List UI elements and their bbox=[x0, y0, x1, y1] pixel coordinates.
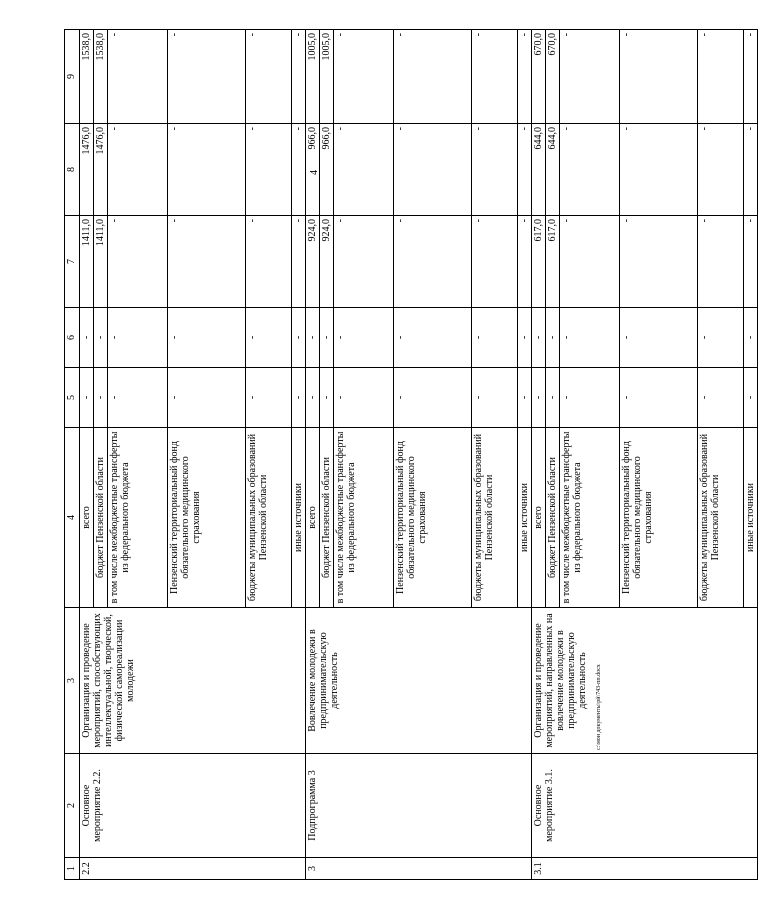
value-cell: 924,0 bbox=[306, 216, 320, 308]
value-cell: - bbox=[246, 30, 292, 124]
value-cell: - bbox=[620, 216, 698, 308]
value-cell: 670,0 bbox=[532, 30, 546, 124]
value-cell: - bbox=[620, 368, 698, 428]
value-cell: - bbox=[518, 30, 532, 124]
value-cell: - bbox=[698, 124, 744, 216]
value-cell: - bbox=[546, 308, 560, 368]
value-cell: - bbox=[168, 216, 246, 308]
table-row bbox=[306, 30, 320, 880]
value-cell: 966,0 bbox=[306, 124, 320, 216]
value-cell: - bbox=[292, 308, 306, 368]
funding-source: иные источники bbox=[518, 428, 532, 608]
value-cell: - bbox=[94, 368, 108, 428]
budget-table bbox=[64, 29, 758, 880]
column-number: 1 bbox=[65, 858, 80, 880]
value-cell: - bbox=[168, 30, 246, 124]
item-name: Подпрограмма 3 bbox=[306, 754, 532, 858]
page-number: 4 bbox=[309, 170, 320, 175]
value-cell: - bbox=[306, 368, 320, 428]
item-description: Организация и проведение мероприятий, способствующих интеллектуальной, творческой, физической самореализации молодежи bbox=[80, 608, 306, 754]
value-cell: 1411,0 bbox=[80, 216, 94, 308]
value-cell: - bbox=[292, 216, 306, 308]
value-cell: - bbox=[532, 368, 546, 428]
value-cell: - bbox=[620, 30, 698, 124]
value-cell: 1538,0 bbox=[94, 30, 108, 124]
value-cell: - bbox=[394, 124, 472, 216]
item-name: Основное мероприятие 3.1. bbox=[532, 754, 758, 858]
value-cell: - bbox=[94, 308, 108, 368]
value-cell: - bbox=[546, 368, 560, 428]
funding-source: Пензенский территориальный фонд обязательного медицинского страхования bbox=[168, 428, 246, 608]
value-cell: - bbox=[560, 368, 620, 428]
value-cell: - bbox=[108, 30, 168, 124]
value-cell: - bbox=[168, 368, 246, 428]
funding-source: бюджеты муниципальных образований Пензенской области bbox=[246, 428, 292, 608]
value-cell: - bbox=[334, 216, 394, 308]
value-cell: - bbox=[394, 308, 472, 368]
value-cell: - bbox=[518, 124, 532, 216]
item-name: Основное мероприятие 2.2. bbox=[80, 754, 306, 858]
value-cell: 617,0 bbox=[532, 216, 546, 308]
table-row bbox=[80, 30, 94, 880]
value-cell: - bbox=[334, 308, 394, 368]
value-cell: - bbox=[744, 124, 758, 216]
value-cell: - bbox=[620, 124, 698, 216]
value-cell: - bbox=[560, 30, 620, 124]
value-cell: - bbox=[472, 368, 518, 428]
column-number: 9 bbox=[65, 30, 80, 124]
value-cell: - bbox=[698, 216, 744, 308]
value-cell: - bbox=[560, 124, 620, 216]
value-cell: - bbox=[292, 124, 306, 216]
value-cell: - bbox=[744, 368, 758, 428]
file-path-footer: c:\мои документы\рй\743-пп.docx bbox=[596, 664, 602, 750]
value-cell: - bbox=[518, 308, 532, 368]
column-number: 7 bbox=[65, 216, 80, 308]
value-cell: - bbox=[532, 308, 546, 368]
value-cell: - bbox=[560, 216, 620, 308]
value-cell: - bbox=[246, 308, 292, 368]
value-cell: - bbox=[518, 216, 532, 308]
value-cell: - bbox=[320, 368, 334, 428]
funding-source: иные источники bbox=[292, 428, 306, 608]
value-cell: - bbox=[560, 308, 620, 368]
funding-source: в том числе межбюджетные трансферты из федерального бюджета bbox=[108, 428, 168, 608]
value-cell: - bbox=[394, 216, 472, 308]
item-number: 3.1 bbox=[532, 858, 758, 880]
value-cell: - bbox=[518, 368, 532, 428]
value-cell: 924,0 bbox=[320, 216, 334, 308]
funding-source: бюджет Пензенской области bbox=[94, 428, 108, 608]
table-row bbox=[532, 30, 546, 880]
value-cell: 966,0 bbox=[320, 124, 334, 216]
value-cell: - bbox=[472, 216, 518, 308]
value-cell: - bbox=[108, 216, 168, 308]
funding-source: всего bbox=[532, 428, 546, 608]
value-cell: - bbox=[334, 30, 394, 124]
value-cell: - bbox=[472, 308, 518, 368]
value-cell: - bbox=[168, 308, 246, 368]
value-cell: 1476,0 bbox=[80, 124, 94, 216]
value-cell: - bbox=[246, 368, 292, 428]
value-cell: 1538,0 bbox=[80, 30, 94, 124]
column-number: 3 bbox=[65, 608, 80, 754]
funding-source: в том числе межбюджетные трансферты из федерального бюджета bbox=[334, 428, 394, 608]
value-cell: - bbox=[744, 308, 758, 368]
item-description: Организация и проведение мероприятий, направленных на вовлечение молодежи в предпринимательскую деятельность bbox=[532, 608, 758, 754]
value-cell: 1005,0 bbox=[320, 30, 334, 124]
value-cell: - bbox=[246, 216, 292, 308]
funding-source: в том числе межбюджетные трансферты из федерального бюджета bbox=[560, 428, 620, 608]
item-number: 2.2 bbox=[80, 858, 306, 880]
value-cell: - bbox=[334, 124, 394, 216]
value-cell: - bbox=[246, 124, 292, 216]
value-cell: - bbox=[80, 308, 94, 368]
value-cell: - bbox=[698, 308, 744, 368]
value-cell: - bbox=[334, 368, 394, 428]
item-description: Вовлечение молодежи в предпринимательскую деятельность bbox=[306, 608, 532, 754]
value-cell: - bbox=[472, 30, 518, 124]
value-cell: 670,0 bbox=[546, 30, 560, 124]
value-cell: - bbox=[292, 368, 306, 428]
value-cell: - bbox=[80, 368, 94, 428]
value-cell: - bbox=[698, 30, 744, 124]
column-number: 4 bbox=[65, 428, 80, 608]
value-cell: - bbox=[394, 368, 472, 428]
column-number: 8 bbox=[65, 124, 80, 216]
funding-source: всего bbox=[80, 428, 94, 608]
value-cell: - bbox=[698, 368, 744, 428]
funding-source: бюджет Пензенской области bbox=[320, 428, 334, 608]
item-number: 3 bbox=[306, 858, 532, 880]
funding-source: бюджеты муниципальных образований Пензенской области bbox=[472, 428, 518, 608]
value-cell: - bbox=[744, 216, 758, 308]
value-cell: 644,0 bbox=[546, 124, 560, 216]
value-cell: 1005,0 bbox=[306, 30, 320, 124]
column-number-row bbox=[65, 30, 80, 880]
value-cell: - bbox=[292, 30, 306, 124]
funding-source: всего bbox=[306, 428, 320, 608]
column-number: 5 bbox=[65, 368, 80, 428]
value-cell: - bbox=[168, 124, 246, 216]
value-cell: - bbox=[320, 308, 334, 368]
value-cell: - bbox=[394, 30, 472, 124]
funding-source: бюджет Пензенской области bbox=[546, 428, 560, 608]
value-cell: - bbox=[306, 308, 320, 368]
value-cell: 1476,0 bbox=[94, 124, 108, 216]
value-cell: - bbox=[108, 368, 168, 428]
value-cell: - bbox=[472, 124, 518, 216]
value-cell: - bbox=[108, 308, 168, 368]
value-cell: 1411,0 bbox=[94, 216, 108, 308]
value-cell: 617,0 bbox=[546, 216, 560, 308]
column-number: 2 bbox=[65, 754, 80, 858]
funding-source: Пензенский территориальный фонд обязательного медицинского страхования bbox=[394, 428, 472, 608]
value-cell: - bbox=[744, 30, 758, 124]
column-number: 6 bbox=[65, 308, 80, 368]
value-cell: 644,0 bbox=[532, 124, 546, 216]
funding-source: бюджеты муниципальных образований Пензенской области bbox=[698, 428, 744, 608]
funding-source: иные источники bbox=[744, 428, 758, 608]
funding-source: Пензенский территориальный фонд обязательного медицинского страхования bbox=[620, 428, 698, 608]
value-cell: - bbox=[108, 124, 168, 216]
value-cell: - bbox=[620, 308, 698, 368]
